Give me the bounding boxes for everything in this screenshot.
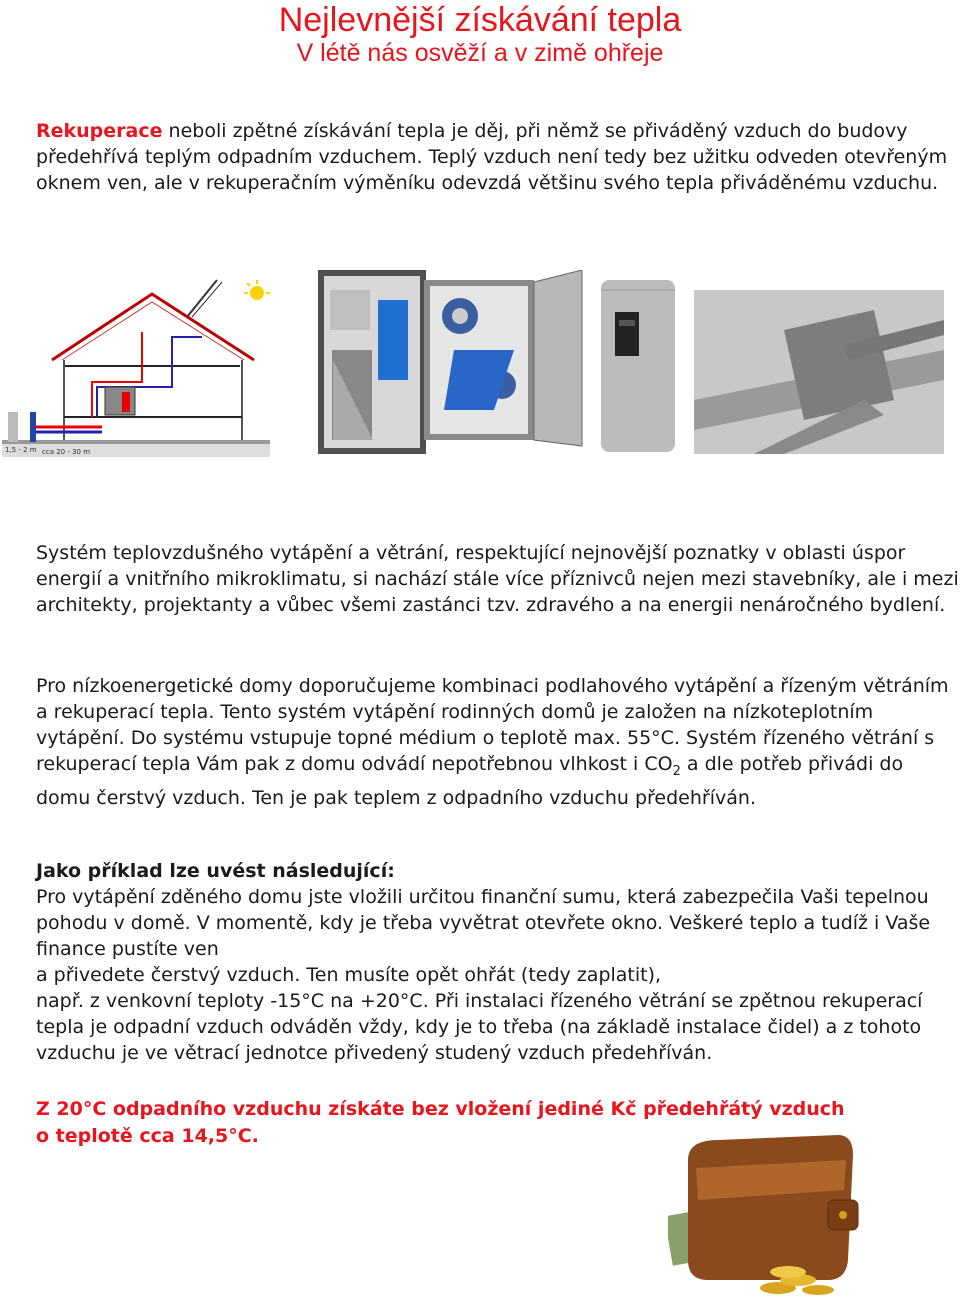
recommendation-text-b: a dle potřeb přivádi do domu čerstvý vzduch. Ten je pak teplem z odpadního vzduchu předehříván. [36, 753, 904, 809]
recuperation-tower [597, 280, 679, 452]
wallet-icon [668, 1130, 868, 1301]
intro-term: Rekuperace [36, 120, 163, 142]
recommendation-text-a: Pro nízkoenergetické domy doporučujeme kombinaci podlahového vytápění a řízeným větráním a rekuperací tepla. Tento systém vytápění rodinných domů je založen na nízkoteplotním vytápění. Do systému vstupuje topné médium o teplotě max. 55°C. Systém řízeného větrání s rekuperací tepla Vám pak z domu odvádí nepotřebnou vlhkost i CO [36, 675, 949, 775]
recuperation-unit-open [318, 270, 426, 454]
example-heading: Jako příklad lze uvést následující: [36, 860, 395, 882]
conclusion-text: Z 20°C odpadního vzduchu získáte bez vložení jediné Kč předehřátý vzduch o teplotě cca 14,5°C. [36, 1098, 845, 1147]
recuperation-unit-closed [424, 270, 584, 454]
depth-label: 1,5 - 2 m [5, 446, 37, 454]
recommendation-paragraph [36, 673, 960, 811]
intro-text: neboli zpětné získávání tepla je děj, při němž se přiváděný vzduch do budovy předehřívá teplým odpadním vzduchem. Teplý vzduch není tedy bez užitku odveden otevřeným oknem ven, ale v rekuperačním výměníku odevzdá většinu svého tepla přiváděnému vzduchu. [36, 120, 948, 194]
example-section [36, 858, 960, 1066]
system-paragraph: Systém teplovzdušného vytápění a větrání, respektující nejnovější poznatky v oblasti úspor energií a vnitřního mikroklimatu, si nachází stále více příznivců nejen mezi stavebníky, ale i mezi architekty, projektanty a vůbec všemi zastánci tzv. zdravého a na energii nenáročného bydlení. [36, 542, 959, 616]
intro-paragraph [36, 118, 960, 196]
floor-duct-system [694, 290, 944, 454]
dimension-label: cca 20 - 30 m [42, 448, 91, 456]
co2-subscript: 2 [672, 763, 681, 779]
page-subtitle: V létě nás osvěží a v zimě ohřeje [296, 39, 664, 67]
example-body: Pro vytápění zděného domu jste vložili určitou finanční sumu, která zabezpečila Vaši tepelnou pohodu v domě. V momentě, kdy je třeba vyvětrat otevřete okno. Veškeré teplo a tudíž i Vaše finance pustíte ven a přivedete čerstvý vzduch. Ten musíte opět ohřát (tedy zaplatit), např. z venkovní teploty -15°C na +20°C. Při instalaci řízeného větrání se zpětnou rekuperací tepla je odpadní vzduch odváděn vždy, kdy je to třeba (na základě instalace čidel) a z tohoto vzduchu je ve větrací jednotce přivedený studený vzduch předehříván. [36, 886, 931, 1064]
house-diagram [2, 262, 270, 457]
page-title: Nejlevnější získávání tepla [278, 1, 682, 39]
